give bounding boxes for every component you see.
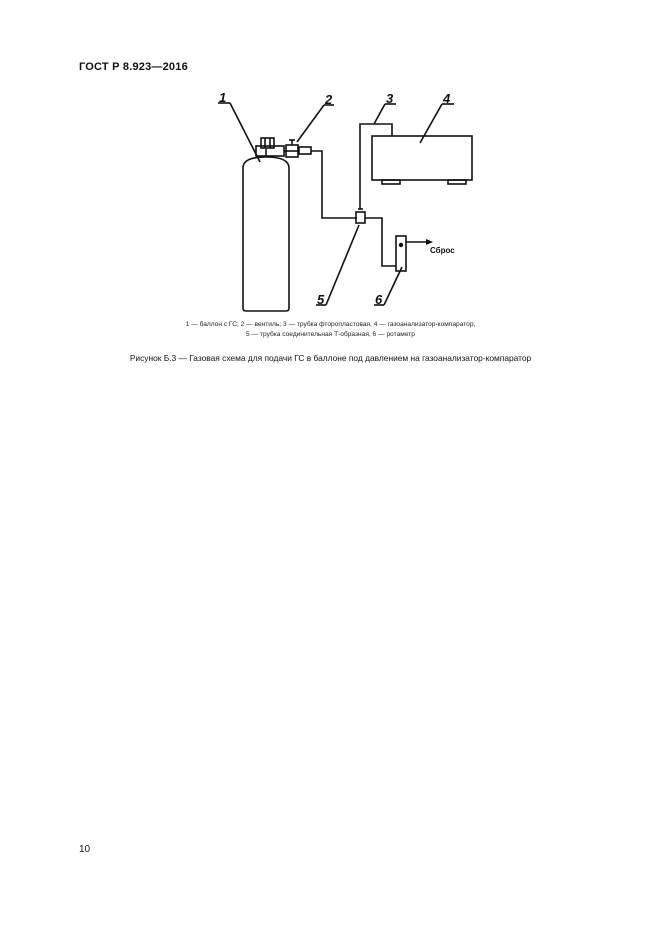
callout-1: 1 (219, 90, 227, 105)
tee-connector (356, 212, 365, 223)
analyzer-foot-right (448, 180, 466, 184)
analyzer-foot-left (382, 180, 400, 184)
callout-4: 4 (443, 91, 451, 106)
outlet-arrow-icon (426, 239, 433, 245)
page-number: 10 (79, 844, 91, 855)
callout-2: 2 (325, 92, 333, 107)
figure-legend-line-2: 5 — трубка соединительная Т-образная, 6 — ротаметр (246, 331, 415, 338)
callout-6: 6 (375, 292, 383, 307)
supply-tube (311, 151, 357, 218)
rotameter-tube (365, 218, 396, 266)
gas-analyzer-box (372, 136, 472, 180)
callout-5: 5 (317, 292, 325, 307)
outlet-label: Сброс (430, 246, 455, 255)
gas-cylinder (243, 157, 289, 311)
callout-3: 3 (386, 91, 394, 106)
figure-legend-line-1: 1 — баллон с ГС; 2 — вентиль; 3 — трубка фторопластовая, 4 — газоанализатор-компаратор, (185, 321, 476, 328)
gas-scheme-diagram (0, 0, 661, 320)
rotameter-float (399, 243, 403, 247)
figure-title: Рисунок Б.3 — Газовая схема для подачи ГС в баллоне под давлением на газоанализатор-компаратор (129, 353, 532, 363)
rotameter-body (396, 236, 406, 271)
document-header: ГОСТ Р 8.923—2016 (79, 61, 188, 73)
valve-fitting (299, 147, 311, 154)
